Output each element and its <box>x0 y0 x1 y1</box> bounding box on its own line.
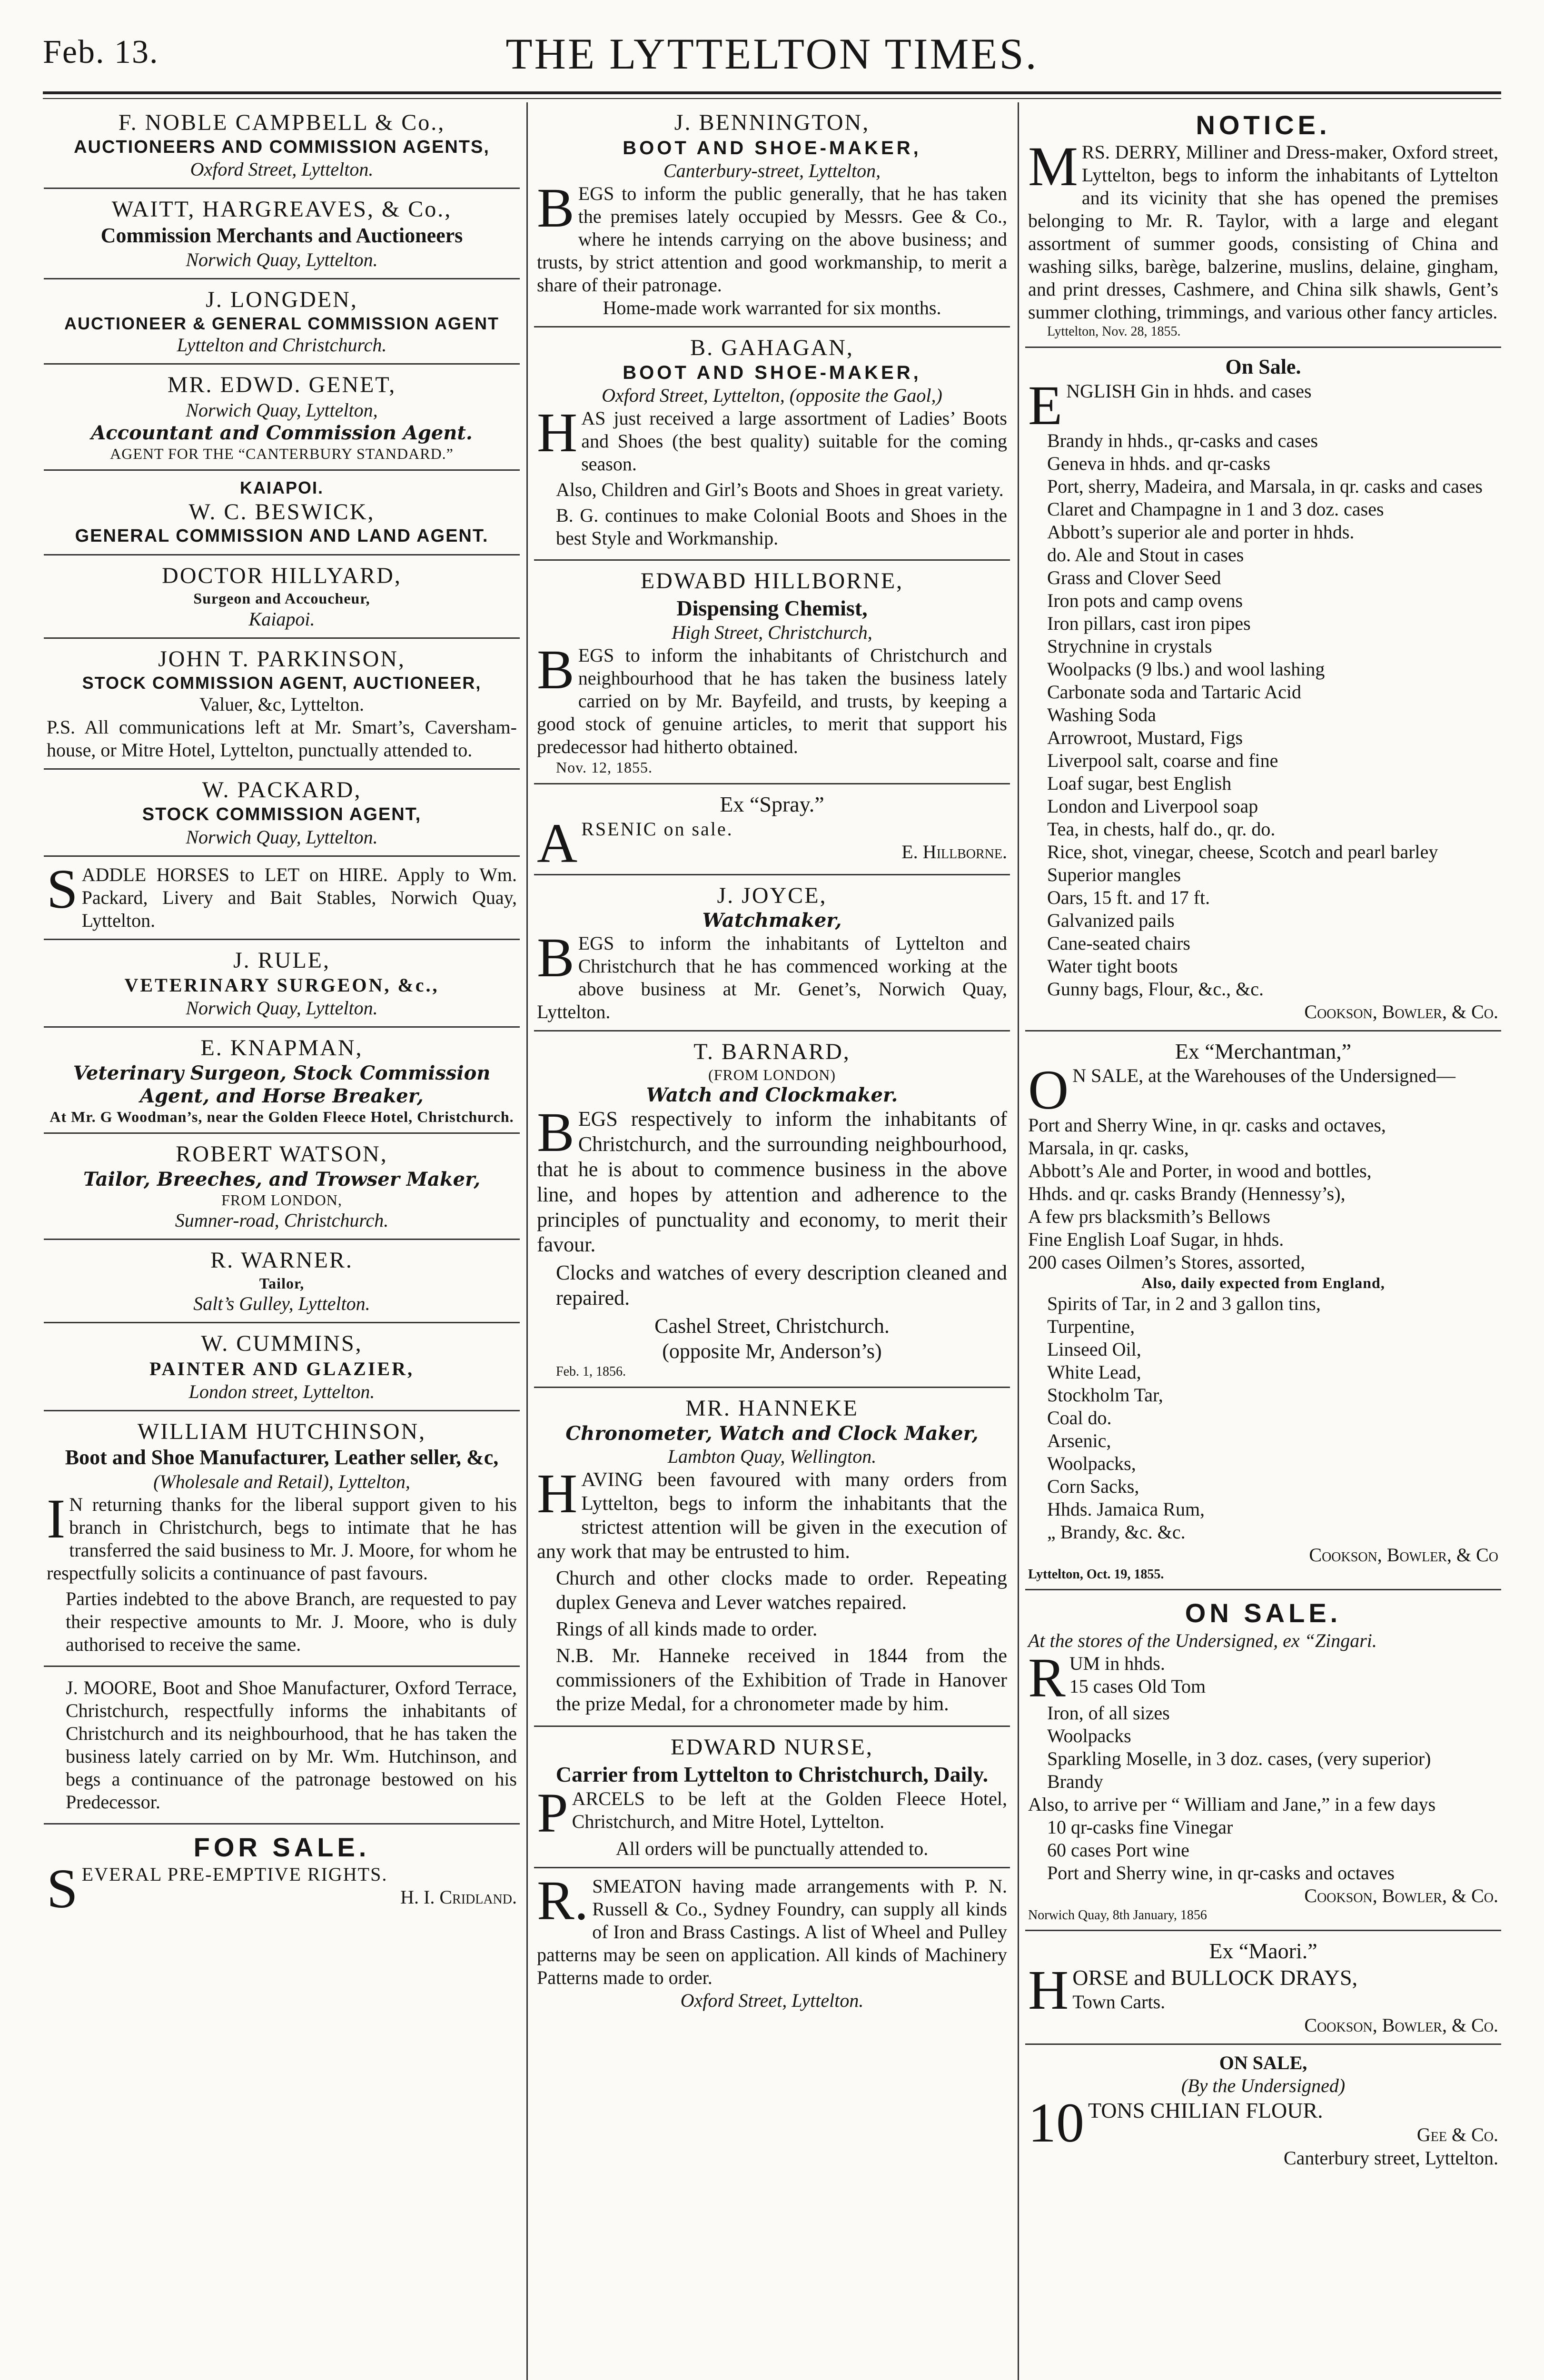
advertiser-name: EDWABD HILLBORNE, <box>640 568 904 594</box>
masthead-rule <box>43 91 1501 94</box>
ad-place: KAIAPOI. <box>239 478 324 498</box>
ad-body-4: N.B. Mr. Hanneke received in 1844 from the commissioners of the Exhibition of Trade in Hanover the prize Medal, for a chronometer made by him. <box>556 1645 1007 1716</box>
list-item: Arrowroot, Mustard, Figs <box>1047 726 1243 748</box>
advertiser-name: MR. EDWD. GENET, <box>167 372 396 398</box>
ad-body-2: Clocks and watches of every description cleaned and repaired. <box>556 1261 1007 1309</box>
ad-body-2: Parties indebted to the above Branch, are requested to pay their respective amounts to Mr. J. Moore, who is duly authorised to receive the same. <box>66 1588 517 1656</box>
advertiser-name: WAITT, HARGREAVES, & Co., <box>111 197 452 222</box>
list-item: Port and Sherry Wine, in qr. casks and octaves, <box>1028 1114 1386 1136</box>
ad-cummins <box>44 1323 520 1411</box>
list-first-item: UM in hhds. <box>1069 1652 1165 1674</box>
ad-signature: E. Hillborne. <box>901 841 1007 863</box>
drop-cap: H <box>537 1462 578 1525</box>
ad-body-2: Also, Children and Girl’s Boots and Shoes in great variety. <box>556 479 1004 501</box>
advertiser-name: E. KNAPMAN, <box>200 1035 363 1061</box>
ad-signature: Cookson, Bowler, & Co. <box>1304 1884 1498 1906</box>
ad-body-3: B. G. continues to make Colonial Boots and Shoes in the best Style and Workmanship. <box>556 505 1007 549</box>
ad-body: TONS CHILIAN FLOUR. <box>1088 2098 1323 2122</box>
list-item: Gunny bags, Flour, &c., &c. <box>1047 978 1264 1000</box>
drop-cap: O <box>1028 1059 1069 1121</box>
advertiser-name: MR. HANNEKE <box>685 1395 859 1421</box>
ad-address: Lyttelton and Christchurch. <box>177 334 387 356</box>
list-item: Woolpacks (9 lbs.) and wool lashing <box>1047 658 1325 680</box>
ad-subtitle: Valuer, &c, Lyttelton. <box>199 694 365 715</box>
ad-address: Oxford Street, Lyttelton. <box>680 1989 864 2011</box>
ad-body-3: Rings of all kinds made to order. <box>556 1618 818 1640</box>
ad-subtitle: (By the Undersigned) <box>1181 2074 1346 2096</box>
ad-chilian-flour <box>1025 2045 1501 2176</box>
ad-role: STOCK COMMISSION AGENT, <box>142 804 422 825</box>
list-item: Strychnine in crystals <box>1047 635 1212 657</box>
ad-hillborne <box>534 561 1010 784</box>
list-item: Arsenic, <box>1047 1429 1111 1451</box>
ad-address: Oxford Street, Lyttelton. <box>190 159 374 180</box>
ad-signature: Cookson, Bowler, & Co <box>1309 1544 1498 1566</box>
ad-role: GENERAL COMMISSION AND LAND AGENT. <box>75 526 489 546</box>
list-item: Coal do. <box>1047 1407 1112 1428</box>
ad-parkinson <box>44 639 520 770</box>
column-1 <box>44 102 520 2380</box>
section-heading: Ex “Maori.” <box>1209 1939 1317 1964</box>
list-item: Cane-seated chairs <box>1047 932 1190 954</box>
section-heading: ON SALE. <box>1185 1598 1342 1628</box>
ad-address: Sumner-road, Christchurch. <box>175 1210 389 1231</box>
ad-role: Tailor, Breeches, and Trowser Maker, <box>83 1168 481 1190</box>
ad-joyce <box>534 875 1010 1032</box>
advertiser-name: J. RULE, <box>233 947 330 973</box>
ad-signature: Cookson, Bowler, & Co. <box>1304 1001 1498 1022</box>
ad-role: VETERINARY SURGEON, &c., <box>124 974 439 996</box>
ad-role: PAINTER AND GLAZIER, <box>149 1358 414 1379</box>
ad-address: Norwich Quay, Lyttelton. <box>186 248 378 270</box>
ad-hillyard <box>44 555 520 639</box>
ad-body: EGS to inform the inhabitants of Christchurch and neighbourhood that he has taken the business lately carried on by Mr. Bayfeild, and trusts, by keeping a good stock of genuine articles, to merit that support his predecessor had hitherto obtained. <box>537 644 1007 757</box>
list-item: 60 cases Port wine <box>1047 1839 1189 1861</box>
list-item: Spirits of Tar, in 2 and 3 gallon tins, <box>1047 1292 1321 1314</box>
ad-body: AS just received a large assortment of Ladies’ Boots and Shoes (the best quality) suitable for the coming season. <box>581 407 1007 475</box>
ad-role: Commission Merchants and Auctioneers <box>100 223 463 247</box>
list-item: Abbott’s superior ale and porter in hhds. <box>1047 521 1355 543</box>
list-item: Abbott’s Ale and Porter, in wood and bottles, <box>1028 1160 1372 1182</box>
ad-body: RS. DERRY, Milliner and Dress-maker, Oxford street, Lyttelton, begs to inform the inhabitants of Lyttelton and its vicinity that she has opened the premises belonging to Mr. R. Taylor, with a large and elegant assortment of summer goods, consisting of China and washing silks, barège, balzerine, muslins, delaine, gingham, and print dresses, Cashmere, and China silk shawls, Gent’s summer clothing, trimmings, and various other fancy articles. <box>1028 141 1498 323</box>
advertiser-name: R. WARNER. <box>210 1248 353 1273</box>
drop-cap: B <box>537 638 574 701</box>
advertiser-name: J. JOYCE, <box>717 883 827 908</box>
ad-role: AUCTIONEERS AND COMMISSION AGENTS, <box>74 137 490 157</box>
list-item: Washing Soda <box>1047 704 1156 725</box>
list-item: Iron pillars, cast iron pipes <box>1047 612 1251 634</box>
ad-moore <box>44 1667 520 1825</box>
ad-beswick <box>44 471 520 555</box>
issue-date: Feb. 13. <box>43 34 159 70</box>
advertiser-name: W. PACKARD, <box>202 777 362 803</box>
list-item: Loaf sugar, best English <box>1047 772 1232 794</box>
ad-role: Watch and Clockmaker. <box>646 1084 898 1107</box>
list-item: Grass and Clover Seed <box>1047 566 1221 588</box>
ad-note: Home-made work warranted for six months. <box>603 297 941 318</box>
ad-spray <box>534 784 1010 875</box>
section-heading: FOR SALE. <box>193 1832 370 1863</box>
ad-address: Lambton Quay, Wellington. <box>667 1445 877 1467</box>
ad-role: BOOT AND SHOE-MAKER, <box>623 137 921 159</box>
drop-cap: S <box>47 1857 78 1920</box>
ad-signature: H. I. Cridland. <box>400 1886 517 1908</box>
list-item: Rice, shot, vinegar, cheese, Scotch and pearl barley <box>1047 841 1438 863</box>
drop-cap: A <box>537 812 578 874</box>
ad-note: All orders will be punctually attended to. <box>615 1837 929 1859</box>
drop-cap: I <box>47 1488 66 1550</box>
ad-role: Tailor, <box>259 1274 305 1292</box>
ad-role: Chronometer, Watch and Clock Maker, <box>565 1422 979 1445</box>
drop-cap: 10 <box>1028 2091 1084 2154</box>
list-item: Woolpacks, <box>1047 1452 1136 1474</box>
list-item: Galvanized pails <box>1047 909 1175 931</box>
list-item: Linseed Oil, <box>1047 1338 1141 1360</box>
list-item: Woolpacks <box>1047 1725 1131 1746</box>
list-item: Claret and Champagne in 1 and 3 doz. cases <box>1047 498 1384 520</box>
list-item: 15 cases Old Tom <box>1069 1675 1206 1697</box>
ad-body: J. MOORE, Boot and Shoe Manufacturer, Oxford Terrace, Christchurch, respectfully informs the inhabitants of Christchurch and its neighbourhood, that he has taken the business lately carried on by Mr. Wm. Hutchinson, and begs a continuance of the patronage bestowed on his Predecessor. <box>66 1677 517 1813</box>
list-item: Hhds. Jamaica Rum, <box>1047 1498 1205 1520</box>
advertiser-name: J. LONGDEN, <box>206 287 358 312</box>
list-item: „ Brandy, &c. &c. <box>1047 1521 1186 1543</box>
ad-watson <box>44 1134 520 1240</box>
ad-date: Feb. 1, 1856. <box>556 1364 626 1379</box>
ad-address: Norwich Quay, Lyttelton. <box>186 826 378 848</box>
list-item: Carbonate soda and Tartaric Acid <box>1047 681 1302 703</box>
drop-cap: P <box>537 1782 568 1844</box>
ad-note: AGENT FOR THE “CANTERBURY STANDARD.” <box>110 445 454 462</box>
ad-body: AVING been favoured with many orders from Lyttelton, begs to inform the inhabitants that the strictest attention will be given in the execution of any work that may be entrusted to him. <box>537 1468 1007 1563</box>
ad-address: Oxford Street, Lyttelton, (opposite the Gaol,) <box>602 385 942 407</box>
ad-genet <box>44 365 520 471</box>
ad-address: Norwich Quay, Lyttelton. <box>186 997 378 1019</box>
ad-derry <box>1025 102 1501 348</box>
ad-from: FROM LONDON, <box>221 1191 342 1209</box>
column-divider <box>1018 102 1019 2380</box>
ad-nurse <box>534 1727 1010 1868</box>
ad-gahagan <box>534 327 1010 561</box>
ad-role: Boot and Shoe Manufacturer, Leather seller, &c, <box>65 1446 499 1469</box>
ad-address: At Mr. G Woodman’s, near the Golden Fleece Hotel, Christchurch. <box>49 1108 514 1125</box>
advertiser-name: EDWARD NURSE, <box>671 1735 873 1760</box>
drop-cap: B <box>537 176 574 239</box>
ad-also: Also, daily expected from England, <box>1141 1274 1385 1292</box>
list-item: Brandy <box>1047 1770 1103 1792</box>
list-item: White Lead, <box>1047 1361 1141 1383</box>
column-3 <box>1025 102 1501 2380</box>
ad-address: London street, Lyttelton. <box>188 1380 375 1402</box>
list-item: Port and Sherry wine, in qr-casks and octaves <box>1047 1862 1395 1884</box>
advertiser-name: W. CUMMINS, <box>201 1331 363 1357</box>
list-item: Oars, 15 ft. and 17 ft. <box>1047 886 1210 908</box>
drop-cap: S <box>47 857 78 920</box>
advertiser-name: B. GAHAGAN, <box>690 335 854 360</box>
drop-cap: H <box>1028 1958 1069 2021</box>
section-heading: Ex “Merchantman,” <box>1175 1039 1352 1063</box>
list-item: Tea, in chests, half do., qr. do. <box>1047 818 1276 840</box>
list-item: do. Ale and Stout in cases <box>1047 544 1244 565</box>
list-item: Iron, of all sizes <box>1047 1702 1170 1724</box>
drop-cap: B <box>537 926 574 989</box>
section-heading: On Sale. <box>1225 355 1301 378</box>
advertiser-name: ROBERT WATSON, <box>176 1141 388 1167</box>
ad-body: EGS to inform the inhabitants of Lyttelton and Christchurch that he has commenced working at the above business at Mr. Genet’s, Norwich Quay, Lyttelton. <box>537 932 1007 1023</box>
advertiser-name: DOCTOR HILLYARD, <box>162 563 402 588</box>
ad-address-2: (opposite Mr, Anderson’s) <box>662 1339 882 1363</box>
ad-body: EGS to inform the public generally, that he has taken the premises lately occupied by Messrs. Gee & Co., where he intends carrying on the above business; and trusts, by strict attention and good workmanship, to merit a share of their patronage. <box>537 182 1007 296</box>
drop-cap: R <box>1028 1646 1066 1709</box>
advertiser-name: JOHN T. PARKINSON, <box>158 646 406 672</box>
ad-date: Norwich Quay, 8th January, 1856 <box>1028 1907 1207 1923</box>
masthead-rule-thin <box>43 98 1501 99</box>
drop-cap: E <box>1028 374 1063 436</box>
ad-body: EVERAL PRE-EMPTIVE RIGHTS. <box>81 1864 388 1885</box>
ad-role: Accountant and Commission Agent. <box>91 421 473 444</box>
ad-packard <box>44 770 520 856</box>
list-item: Brandy in hhds., qr-casks and cases <box>1047 429 1318 451</box>
list-item: Marsala, in qr. casks, <box>1028 1137 1189 1159</box>
list-item: Hhds. and qr. casks Brandy (Hennessy’s), <box>1028 1183 1346 1205</box>
ad-body: Apply to Wm. Packard, Livery and Bait Stables, Norwich Quay, Lyttelton. <box>81 863 517 931</box>
ad-hutchinson <box>44 1411 520 1667</box>
ad-waitt <box>44 189 520 279</box>
ad-body-2: Town Carts. <box>1072 1991 1166 2013</box>
ad-body: EGS respectively to inform the inhabitants of Christchurch, and the surrounding neighbourhood, that he is about to commence business in the above line, and hopes by attention and adherence to the principles of punctuality and economy, to merit their favour. <box>537 1107 1007 1257</box>
list-item: Liverpool salt, coarse and fine <box>1047 749 1278 771</box>
drop-cap: R. <box>537 1869 589 1932</box>
ad-body: P.S. All communications left at Mr. Smart’s, Caversham-house, or Mitre Hotel, Lyttelton, punctually attended to. <box>47 716 517 761</box>
ad-role: Surgeon and Accoucheur, <box>193 590 370 607</box>
ad-headline: ADDLE HORSES to LET on HIRE. <box>81 863 388 885</box>
ad-subtitle: At the stores of the Undersigned, ex “Zingari. <box>1028 1629 1377 1651</box>
ad-role: Watchmaker, <box>702 909 842 932</box>
list-item: London and Liverpool soap <box>1047 795 1258 817</box>
ad-signature: Cookson, Bowler, & Co. <box>1304 2014 1498 2036</box>
ad-date: Lyttelton, Oct. 19, 1855. <box>1028 1567 1164 1582</box>
list-item: Fine English Loaf Sugar, in hhds. <box>1028 1229 1284 1250</box>
ad-from: (FROM LONDON) <box>708 1066 836 1084</box>
ad-role: STOCK COMMISSION AGENT, AUCTIONEER, <box>82 673 482 693</box>
ad-barnard <box>534 1031 1010 1388</box>
ad-signature: Gee & Co. <box>1416 2124 1498 2146</box>
section-heading: ON SALE, <box>1219 2052 1307 2073</box>
ad-body: SMEATON having made arrangements with P. N. Russell & Co., Sydney Foundry, can supply all kinds of Iron and Brass Castings. A list of Wheel and Pulley patterns may be seen on application. All kinds of Machinery Patterns made to order. <box>537 1875 1007 1988</box>
section-heading: NOTICE. <box>1196 110 1331 140</box>
ad-date: Lyttelton, Nov. 28, 1855. <box>1047 324 1181 339</box>
list-item: Water tight boots <box>1047 955 1178 977</box>
ad-body: ARCELS to be left at the Golden Fleece Hotel, Christchurch, and Mitre Hotel, Lyttelton. <box>572 1788 1007 1833</box>
ad-smeaton <box>534 1868 1010 2019</box>
ad-campbell <box>44 102 520 189</box>
ad-headline: Ex “Spray.” <box>720 792 824 817</box>
ad-body-2: Church and other clocks made to order. Repeating duplex Geneva and Lever watches repaired. <box>556 1567 1007 1614</box>
ad-rule <box>44 940 520 1028</box>
ad-body: ORSE and BULLOCK DRAYS, <box>1072 1965 1358 1990</box>
list-item: Sparkling Moselle, in 3 doz. cases, (very superior) <box>1047 1747 1431 1769</box>
ad-on-sale-1 <box>1025 348 1501 1031</box>
ad-warner <box>44 1240 520 1323</box>
drop-cap: H <box>537 401 578 464</box>
list-item: Iron pots and camp ovens <box>1047 589 1243 611</box>
ad-knapman <box>44 1028 520 1134</box>
ad-body: N returning thanks for the liberal support given to his branch in Christchurch, begs to intimate that he has transferred the said business to Mr. J. Moore, for whom he respectfully solicits a continuance of past favours. <box>47 1494 517 1584</box>
masthead <box>43 29 1501 86</box>
list-item: A few prs blacksmith’s Bellows <box>1028 1206 1270 1228</box>
ad-date: Nov. 12, 1855. <box>556 758 653 776</box>
column-2 <box>534 102 1010 2380</box>
list-first-item: NGLISH Gin in hhds. and cases <box>1066 380 1312 402</box>
advertiser-name: W. C. BESWICK, <box>188 499 375 525</box>
ad-address: Kaiapoi. <box>248 608 315 630</box>
advertiser-name: T. BARNARD, <box>693 1039 851 1065</box>
list-item: 200 cases Oilmen’s Stores, assorted, <box>1028 1251 1306 1273</box>
ad-body: RSENIC on sale. <box>581 818 733 840</box>
ad-role: Carrier from Lyttelton to Christchurch, Daily. <box>555 1762 989 1787</box>
ad-role: AUCTIONEER & GENERAL COMMISSION AGENT <box>64 314 500 334</box>
drop-cap: B <box>537 1101 574 1164</box>
ad-for-sale <box>44 1825 520 1920</box>
ad-hanneke <box>534 1388 1010 1727</box>
list-item: 10 qr-casks fine Vinegar <box>1047 1816 1233 1838</box>
ad-role: BOOT AND SHOE-MAKER, <box>623 362 921 384</box>
list-item: Geneva in hhds. and qr-casks <box>1047 452 1271 474</box>
ad-subtitle: (Wholesale and Retail), Lyttelton, <box>153 1471 410 1493</box>
list-item: Stockholm Tar, <box>1047 1384 1163 1406</box>
ad-address: Norwich Quay, Lyttelton, <box>186 399 378 421</box>
ad-address: Canterbury-street, Lyttelton, <box>663 159 881 181</box>
ad-maori <box>1025 1931 1501 2044</box>
list-item: Port, sherry, Madeira, and Marsala, in qr. casks and cases <box>1047 475 1483 497</box>
advertiser-name: F. NOBLE CAMPBELL & Co., <box>118 110 445 135</box>
newspaper-title: THE LYTTELTON TIMES. <box>505 30 1039 78</box>
list-item: Corn Sacks, <box>1047 1475 1139 1497</box>
ad-address: Cashel Street, Christchurch. <box>654 1314 890 1338</box>
ad-on-sale-2 <box>1025 1590 1501 1931</box>
ad-role: Dispensing Chemist, <box>676 595 868 620</box>
advertiser-name: J. BENNINGTON, <box>674 110 870 135</box>
ad-address: Salt’s Gulley, Lyttelton. <box>193 1293 370 1315</box>
ad-address: Canterbury street, Lyttelton. <box>1284 2147 1498 2169</box>
ad-address: High Street, Christchurch, <box>672 621 872 643</box>
column-divider <box>526 102 528 2380</box>
list-item: Superior mangles <box>1047 863 1181 885</box>
list-item: Turpentine, <box>1047 1315 1135 1337</box>
ad-longden <box>44 279 520 365</box>
advertiser-name: WILLIAM HUTCHINSON, <box>137 1418 426 1444</box>
ad-merchantman <box>1025 1031 1501 1590</box>
ad-also: Also, to arrive per “ William and Jane,” in a few days <box>1028 1793 1436 1815</box>
ad-bennington <box>534 102 1010 327</box>
list-first-item: N SALE, at the Warehouses of the Undersigned— <box>1072 1065 1455 1087</box>
drop-cap: M <box>1028 135 1078 198</box>
ad-role: Veterinary Surgeon, Stock Commission Agent, and Horse Breaker, <box>73 1061 491 1107</box>
ad-saddle-horses <box>44 857 520 940</box>
